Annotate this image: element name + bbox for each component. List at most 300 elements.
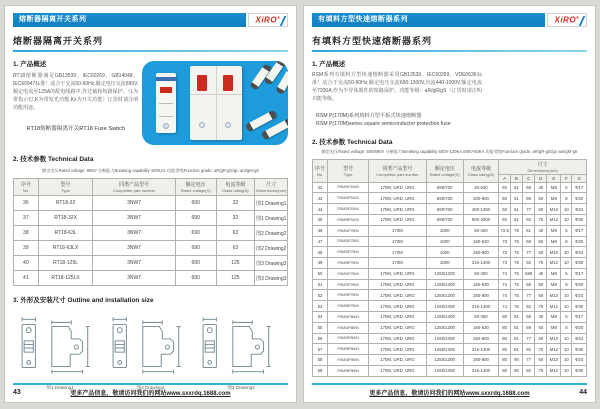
table-cell: 51 <box>313 279 328 290</box>
table-cell: 44 <box>313 204 328 215</box>
table-cell: 170M, URD, URG <box>369 333 427 344</box>
table-cell: 51 <box>511 204 523 215</box>
table-cell: RSM03P75KN <box>328 290 369 301</box>
table-cell: 5 <box>561 268 572 279</box>
website-link[interactable]: 更多产品信息，敬请访问我们的网站www.sxxrdq.1688.com <box>70 391 231 397</box>
table-cell: 47 <box>313 236 328 247</box>
table-cell: 61 <box>522 225 535 236</box>
holder-body-lines <box>159 103 173 117</box>
holder-band <box>190 94 242 95</box>
table-cell: Φ20 <box>572 322 587 333</box>
product-photo <box>142 61 288 145</box>
table-cell: 1250/1300 <box>426 344 463 355</box>
table-cell: 75 <box>511 258 523 269</box>
table-cell: 90 <box>511 365 523 376</box>
table-row <box>313 225 587 236</box>
table-cell: 92 <box>522 344 535 355</box>
table-cell: 45 <box>313 214 328 225</box>
table-cell: 72.5 <box>499 225 511 236</box>
table-cell: Φ17 <box>572 311 587 322</box>
table-cell: 59 <box>522 182 535 193</box>
caption-en: RSM P(170M)series square semiconductor protection fuse <box>316 120 451 127</box>
table-cell: 250-800 <box>463 355 499 366</box>
table-cell: 170M, URD, URG <box>369 322 427 333</box>
table-cell: 400-1250 <box>463 204 499 215</box>
table-cell: 10 <box>561 258 572 269</box>
table-cell: 50 <box>535 279 547 290</box>
table-cell: 170M, URD, URG <box>369 290 427 301</box>
table-cell: 75 <box>511 290 523 301</box>
table-cell: 50 <box>499 204 511 215</box>
table-cell: 10 <box>561 204 572 215</box>
table-cell: RT18-125LX <box>38 271 93 286</box>
table-cell: RSM01P51KN <box>328 182 369 193</box>
table-cell: RSM02P51KN <box>328 193 369 204</box>
table-cell: 38 <box>14 226 39 241</box>
drawing-2-figure <box>110 314 192 378</box>
table-row <box>313 279 587 290</box>
left-outline-heading: 3. 外形及安装尺寸 Outline and installation size <box>13 297 154 304</box>
table-row <box>313 236 587 247</box>
table-cell: 250-800 <box>463 333 499 344</box>
table-cell: 40 <box>535 268 547 279</box>
col-type: 型号 Type <box>328 159 369 182</box>
table-cell: 10 <box>561 301 572 312</box>
holder-screw <box>199 122 205 128</box>
table-cell: Φ24 <box>572 355 587 366</box>
table-cell: Φ17 <box>572 182 587 193</box>
table-cell: 5 <box>561 182 572 193</box>
table-cell: 3NW7 <box>93 241 175 256</box>
table-cell: 75 <box>535 365 547 376</box>
table-row <box>313 365 587 376</box>
table-cell: 200-900 <box>463 193 499 204</box>
table-cell: 40 <box>14 256 39 271</box>
col-no: 序号 No. <box>313 159 328 182</box>
table-cell: 73 <box>499 247 511 258</box>
table-cell: RSM05P75KN <box>328 301 369 312</box>
table-cell: RT18-32X <box>38 211 93 226</box>
outline-drawing-3 <box>200 314 282 391</box>
table-cell: M8 <box>547 268 561 279</box>
table-cell: 75 <box>511 247 523 258</box>
left-footer <box>13 383 288 397</box>
table-cell: 75 <box>511 225 523 236</box>
table-cell: 80 <box>499 365 511 376</box>
right-overview-column <box>312 59 482 103</box>
table-cell: Φ30 <box>572 301 587 312</box>
table-cell: 170M <box>369 247 427 258</box>
table-cell: M8 <box>547 322 561 333</box>
table-cell: 170M, URD, URG <box>369 301 427 312</box>
left-overview-row <box>13 59 288 145</box>
table-row <box>313 355 587 366</box>
table-cell: 59 <box>313 365 328 376</box>
table-cell: 48 <box>313 247 328 258</box>
table-cell: 10 <box>561 333 572 344</box>
table-cell: 1000 <box>426 247 463 258</box>
table-cell: 690 <box>175 241 216 256</box>
table-cell: 80 <box>499 344 511 355</box>
table-cell: 69 <box>522 193 535 204</box>
logo-slash-icon <box>280 16 287 26</box>
table-cell: 315-1400 <box>463 258 499 269</box>
holder-screw <box>163 123 169 129</box>
table-row <box>14 196 288 211</box>
col-dim-e: E <box>547 174 561 182</box>
left-series-banner: 熔断器隔离开关系列 <box>13 13 246 27</box>
table-cell: 80 <box>499 322 511 333</box>
left-overview-heading: 1. 产品概述 <box>13 61 47 68</box>
table-cell: 690 <box>175 196 216 211</box>
table-cell: M12 <box>547 365 561 376</box>
table-cell: 170M <box>369 225 427 236</box>
table-cell: 170M, URD, URG <box>369 214 427 225</box>
table-cell: Φ20 <box>572 236 587 247</box>
right-page-number: 44 <box>579 389 587 396</box>
table-cell: 51 <box>511 214 523 225</box>
table-cell: M8 <box>547 193 561 204</box>
table-cell: 40 <box>535 311 547 322</box>
col-voltage: 额定电压 Rated voltage(V) <box>426 159 463 182</box>
table-cell: 5 <box>561 225 572 236</box>
table-cell: 75 <box>535 214 547 225</box>
table-cell: Φ20 <box>572 193 587 204</box>
table-cell: 53 <box>313 301 328 312</box>
table-cell: 63 <box>216 226 254 241</box>
table-cell: 56 <box>313 333 328 344</box>
page-left <box>4 5 297 403</box>
right-tech-heading: 2. 技术参数 Technical Data <box>312 138 393 146</box>
table-cell: 81 <box>511 322 523 333</box>
table-cell: 1000 <box>426 258 463 269</box>
table-cell: 589 <box>522 268 535 279</box>
left-overview-body: RT18熔断器满足GB13539、IEC60269、GB14048、IEC60947标准！适合于交流50-60Hz,额定电压交流690V,额定电流至125A的配电线路中,作过载和短路保护。（L为带指示灯,K为带发光功能,Kx为开关功能）订货时请注明功能用途。 <box>13 73 139 111</box>
website-link[interactable]: 更多产品信息，敬请访问我们的网站www.sxxrdq.1688.com <box>369 391 530 397</box>
table-cell: 10 <box>561 344 572 355</box>
table-cell: M10 <box>547 290 561 301</box>
table-cell: 图3 Drawing3 <box>255 256 288 271</box>
col-dim-g: G <box>572 174 587 182</box>
table-cell: 250-800 <box>463 290 499 301</box>
holder-blue-band <box>156 77 176 81</box>
table-cell: 1250/1300 <box>426 355 463 366</box>
page-right <box>303 5 596 403</box>
col-type: 型号 Type <box>38 179 93 196</box>
red-handle <box>223 75 233 91</box>
table-cell: Φ24 <box>572 290 587 301</box>
table-cell: 41 <box>14 271 39 286</box>
table-cell: 77 <box>522 290 535 301</box>
table-cell: 75 <box>511 301 523 312</box>
table-cell: 50 <box>499 193 511 204</box>
table-cell: 8 <box>561 279 572 290</box>
right-table-header <box>313 159 587 182</box>
table-cell: 69 <box>522 236 535 247</box>
table-cell: 63 <box>216 241 254 256</box>
table-cell: 50-400 <box>463 225 499 236</box>
table-cell: Φ30 <box>572 214 587 225</box>
table-cell: 75 <box>535 301 547 312</box>
outline-drawing-2 <box>110 314 192 391</box>
table-cell: 10 <box>561 247 572 258</box>
table-cell: 图2 Drawing2 <box>255 226 288 241</box>
left-header-bar <box>13 13 288 27</box>
table-cell: 690/700 <box>426 193 463 204</box>
holder-divider <box>216 66 217 140</box>
table-cell: 50 <box>313 268 328 279</box>
table-cell: RSM02P80KN <box>328 322 369 333</box>
table-cell: 43 <box>313 193 328 204</box>
table-cell: M12 <box>547 258 561 269</box>
xiro-logo-text: XiRO® <box>255 15 281 25</box>
table-cell: RT18-63L <box>38 226 93 241</box>
table-cell: Φ24 <box>572 333 587 344</box>
table-row <box>313 182 587 193</box>
table-cell: 160-630 <box>463 236 499 247</box>
table-cell: 32 <box>216 211 254 226</box>
table-cell: 92 <box>522 365 535 376</box>
table-cell: 10 <box>561 290 572 301</box>
table-cell: 1000 <box>426 236 463 247</box>
table-cell: 80 <box>499 333 511 344</box>
table-cell: RSM01P75KN <box>328 268 369 279</box>
table-cell: 77 <box>522 247 535 258</box>
table-cell: 36 <box>14 196 39 211</box>
table-cell: 50-400 <box>463 268 499 279</box>
col-dim-f: F <box>561 174 572 182</box>
table-cell: 170M, URD, URG <box>369 365 427 376</box>
col-class: 电流等级 Class rating(A) <box>463 159 499 182</box>
table-cell: 69 <box>522 279 535 290</box>
table-cell: 3NW7 <box>93 271 175 286</box>
table-row <box>313 311 587 322</box>
table-cell: Φ30 <box>572 365 587 376</box>
table-cell: 37 <box>14 211 39 226</box>
xiro-logo-text: XiRO® <box>554 15 580 25</box>
table-cell: M8 <box>547 182 561 193</box>
xiro-logo <box>547 13 587 27</box>
table-cell: 3NW7 <box>93 256 175 271</box>
left-page-title: 熔断器隔离开关系列 <box>13 36 104 46</box>
table-cell: 58 <box>313 355 328 366</box>
table-cell: 74 <box>499 268 511 279</box>
table-row <box>313 258 587 269</box>
col-competitor: 同类产品型号 Competitor part number <box>369 159 427 182</box>
table-cell: M8 <box>547 225 561 236</box>
table-cell: 74 <box>499 290 511 301</box>
table-row <box>313 333 587 344</box>
right-tech-table <box>312 159 587 377</box>
table-cell: 8 <box>561 193 572 204</box>
table-cell: RT18-125L <box>38 256 93 271</box>
col-dimensions: 尺寸 Dimensions(mm) <box>255 179 288 196</box>
table-cell: 315-1400 <box>463 365 499 376</box>
table-row <box>313 344 587 355</box>
table-row <box>313 247 587 258</box>
drawing-3-figure <box>200 314 282 378</box>
table-cell: 1250/1300 <box>426 268 463 279</box>
left-tech-heading: 2. 技术参数 Technical Data <box>13 156 94 163</box>
table-cell: RSM02P75KN <box>328 279 369 290</box>
table-cell: 3NW7 <box>93 226 175 241</box>
col-dim-a: A <box>499 174 511 182</box>
table-cell: 图1 Drawing1 <box>255 211 288 226</box>
right-footer <box>312 383 587 397</box>
table-cell: 160-630 <box>463 279 499 290</box>
table-cell: 690 <box>175 271 216 286</box>
col-no: 序号 No. <box>14 179 39 196</box>
table-cell: 75 <box>511 268 523 279</box>
outline-drawing-1 <box>19 314 101 391</box>
table-cell: 125 <box>216 271 254 286</box>
table-cell: 1250/1300 <box>426 301 463 312</box>
table-cell: 40-630 <box>463 182 499 193</box>
table-cell: Φ17 <box>572 225 587 236</box>
table-cell: 46 <box>313 225 328 236</box>
table-cell: 50 <box>535 236 547 247</box>
table-cell: 75 <box>511 236 523 247</box>
table-cell: 40 <box>535 182 547 193</box>
table-cell: 73 <box>499 258 511 269</box>
table-cell: M8 <box>547 311 561 322</box>
table-cell: 49 <box>313 258 328 269</box>
table-cell: 170M, URD, URG <box>369 279 427 290</box>
table-cell: 77 <box>522 333 535 344</box>
table-row <box>14 271 288 286</box>
table-cell: Φ24 <box>572 247 587 258</box>
table-cell: 170M, URD, URG <box>369 182 427 193</box>
table-cell: 315-1400 <box>463 301 499 312</box>
table-cell: 92 <box>522 301 535 312</box>
table-cell: 170M, URD, URG <box>369 344 427 355</box>
table-cell: 32 <box>216 196 254 211</box>
right-footer-rule <box>312 383 587 385</box>
table-row <box>313 322 587 333</box>
col-voltage: 额定电压 Rated voltage(V) <box>175 179 216 196</box>
table-cell: 1250/1300 <box>426 333 463 344</box>
table-cell: M10 <box>547 204 561 215</box>
table-cell: 170M, URD, URG <box>369 355 427 366</box>
table-cell: 170M, URD, URG <box>369 268 427 279</box>
xiro-logo <box>248 13 288 27</box>
table-row <box>14 256 288 271</box>
table-cell: M12 <box>547 301 561 312</box>
right-product-caption <box>316 113 587 129</box>
table-cell: 77 <box>522 204 535 215</box>
table-cell: M12 <box>547 214 561 225</box>
outline-drawings <box>13 314 288 391</box>
table-row <box>313 268 587 279</box>
table-cell: 81 <box>511 311 523 322</box>
left-table-body <box>14 196 288 286</box>
left-table-header <box>14 179 288 196</box>
table-cell: RSM05P90KN <box>328 365 369 376</box>
left-overview-column <box>13 59 142 145</box>
table-cell: 60 <box>535 333 547 344</box>
table-cell: RSM03P90KN <box>328 355 369 366</box>
table-row <box>313 290 587 301</box>
drawing-2-caption: 图2 Drawing2 <box>136 385 165 390</box>
table-cell: 74 <box>499 301 511 312</box>
table-cell: 160-630 <box>463 322 499 333</box>
drawing-1-caption: 图1 Drawing1 <box>46 385 74 390</box>
table-cell: 1250/1300 <box>426 365 463 376</box>
red-handle <box>197 75 207 91</box>
table-cell: 1250/1300 <box>426 322 463 333</box>
table-cell: 51 <box>511 182 523 193</box>
table-cell: 92 <box>522 214 535 225</box>
col-dimensions: 尺寸 Dimensions(mm) <box>499 159 587 174</box>
table-cell: 170M <box>369 258 427 269</box>
left-footer-rule <box>13 383 288 385</box>
right-overview-heading: 1. 产品概述 <box>312 61 346 68</box>
table-cell: 3NW7 <box>93 196 175 211</box>
table-cell: 52 <box>313 290 328 301</box>
table-cell: 10 <box>561 365 572 376</box>
col-class: 电流等级 Class rating(A) <box>216 179 254 196</box>
table-cell: 170M, URD, URG <box>369 204 427 215</box>
table-cell: 170M <box>369 236 427 247</box>
right-page-title: 有填料方型快速熔断器系列 <box>312 36 433 46</box>
table-cell: 690 <box>175 211 216 226</box>
table-cell: RSM01P75KN <box>328 225 369 236</box>
left-title-rule <box>13 50 288 52</box>
table-cell: Φ30 <box>572 344 587 355</box>
table-cell: RSM05P80KN <box>328 344 369 355</box>
table-cell: 60 <box>535 247 547 258</box>
right-title-rule <box>312 50 587 52</box>
table-cell: 55 <box>313 322 328 333</box>
table-cell: Φ17 <box>572 268 587 279</box>
left-page-number: 43 <box>13 389 21 396</box>
table-cell: 59 <box>522 311 535 322</box>
left-product-caption: RT18熔断器隔离开关RT18 Fuse Switch <box>26 126 125 132</box>
table-cell: 50 <box>499 182 511 193</box>
left-tech-note: 额定电压Rated voltage: 690V 分断能力Breaking capability 100KA1 功能等级Function grade: aR/gR-gG/gL-am/gM-gtr <box>41 168 260 173</box>
table-cell: 90 <box>511 355 523 366</box>
drawing-3-caption: 图3 Drawing3 <box>227 385 255 390</box>
table-cell: 170M, URD, URG <box>369 311 427 322</box>
table-cell: Φ24 <box>572 204 587 215</box>
table-row <box>313 214 587 225</box>
table-cell: 77 <box>522 355 535 366</box>
table-cell: 51 <box>511 193 523 204</box>
table-cell: 80 <box>499 355 511 366</box>
table-cell: 39 <box>14 241 39 256</box>
table-cell: 60 <box>535 204 547 215</box>
left-tech-table <box>13 178 288 286</box>
table-cell: 50-400 <box>463 311 499 322</box>
table-cell: 75 <box>511 279 523 290</box>
table-cell: 69 <box>522 322 535 333</box>
table-cell: M8 <box>547 279 561 290</box>
table-cell: 73 <box>499 236 511 247</box>
table-cell: 315-1400 <box>463 344 499 355</box>
col-dim-d: D <box>535 174 547 182</box>
table-cell: 10 <box>561 214 572 225</box>
table-cell: RSM03P75KN <box>328 247 369 258</box>
table-cell: 170M, URD, URG <box>369 193 427 204</box>
col-dim-c: C <box>522 174 535 182</box>
table-cell: 50 <box>535 193 547 204</box>
table-cell: 74 <box>499 279 511 290</box>
table-cell: 54 <box>313 311 328 322</box>
table-cell: 50 <box>535 322 547 333</box>
table-row <box>313 204 587 215</box>
table-cell: 3NW7 <box>93 211 175 226</box>
caption-zh: RSM P(170M)系列填料方型平板式快速熔断器 <box>316 113 422 119</box>
